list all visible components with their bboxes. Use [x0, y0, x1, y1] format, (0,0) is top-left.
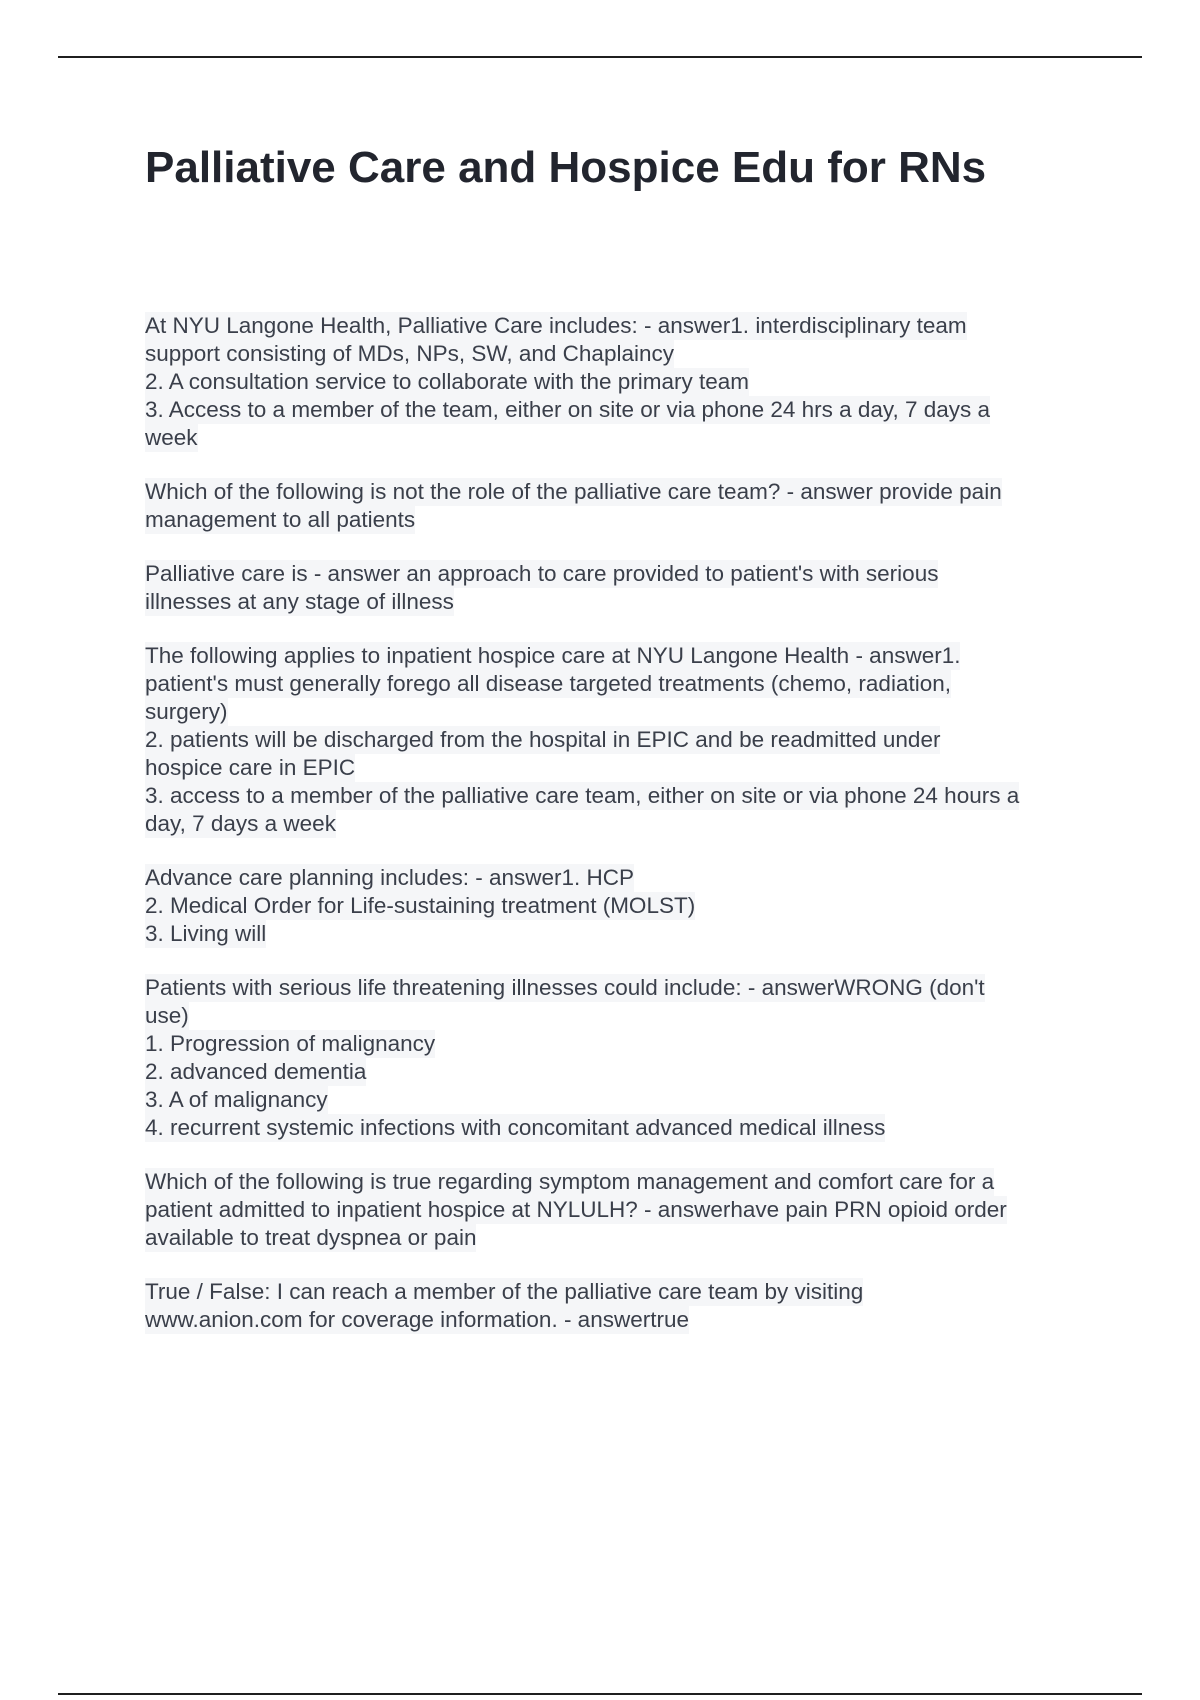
- qa-line: management to all patients: [145, 507, 416, 532]
- qa-line: 1. Progression of malignancy: [145, 1031, 436, 1056]
- qa-line: Patients with serious life threatening illnesses could include: - answerWRONG (don't: [145, 975, 985, 1000]
- qa-line: patient's must generally forego all disease targeted treatments (chemo, radiation,: [145, 671, 951, 696]
- qa-line: hospice care in EPIC: [145, 755, 356, 780]
- qa-block-6: [145, 974, 1090, 1142]
- qa-line: patient admitted to inpatient hospice at NYLULH? - answerhave pain PRN opioid order: [145, 1197, 1007, 1222]
- qa-line: 3. access to a member of the palliative care team, either on site or via phone 24 hours a: [145, 783, 1020, 808]
- qa-line: 3. A of malignancy: [145, 1087, 328, 1112]
- qa-line: 2. A consultation service to collaborate with the primary team: [145, 369, 750, 394]
- qa-line: Which of the following is true regarding symptom management and comfort care for a: [145, 1169, 995, 1194]
- qa-line: Palliative care is - answer an approach to care provided to patient's with serious: [145, 561, 939, 586]
- bottom-divider: [58, 1693, 1142, 1695]
- page-title: Palliative Care and Hospice Edu for RNs: [145, 143, 987, 192]
- qa-line: True / False: I can reach a member of the palliative care team by visiting: [145, 1279, 864, 1304]
- qa-line: surgery): [145, 699, 228, 724]
- qa-list: [145, 312, 1090, 1360]
- qa-line: 3. Access to a member of the team, either on site or via phone 24 hrs a day, 7 days a: [145, 397, 991, 422]
- qa-block-5: [145, 864, 1090, 948]
- qa-line: At NYU Langone Health, Palliative Care includes: - answer1. interdisciplinary team: [145, 313, 967, 338]
- qa-line: 4. recurrent systemic infections with concomitant advanced medical illness: [145, 1115, 886, 1140]
- qa-line: illnesses at any stage of illness: [145, 589, 454, 614]
- qa-block-1: [145, 312, 1090, 452]
- qa-line: Advance care planning includes: - answer1. HCP: [145, 865, 635, 890]
- qa-line: 2. patients will be discharged from the hospital in EPIC and be readmitted under: [145, 727, 941, 752]
- qa-block-7: [145, 1168, 1090, 1252]
- qa-line: week: [145, 425, 198, 450]
- qa-block-2: [145, 478, 1090, 534]
- qa-line: 2. Medical Order for Life-sustaining treatment (MOLST): [145, 893, 696, 918]
- qa-line: support consisting of MDs, NPs, SW, and Chaplaincy: [145, 341, 674, 366]
- top-divider: [58, 56, 1142, 58]
- qa-line: use): [145, 1003, 189, 1028]
- qa-line: The following applies to inpatient hospice care at NYU Langone Health - answer1.: [145, 643, 961, 668]
- qa-line: 2. advanced dementia: [145, 1059, 367, 1084]
- qa-block-8: [145, 1278, 1090, 1334]
- qa-line: 3. Living will: [145, 921, 267, 946]
- qa-line: www.anion.com for coverage information. - answertrue: [145, 1307, 689, 1332]
- qa-block-3: [145, 560, 1090, 616]
- qa-line: available to treat dyspnea or pain: [145, 1225, 477, 1250]
- qa-block-4: [145, 642, 1090, 838]
- qa-line: day, 7 days a week: [145, 811, 336, 836]
- qa-line: Which of the following is not the role of the palliative care team? - answer provide pain: [145, 479, 1002, 504]
